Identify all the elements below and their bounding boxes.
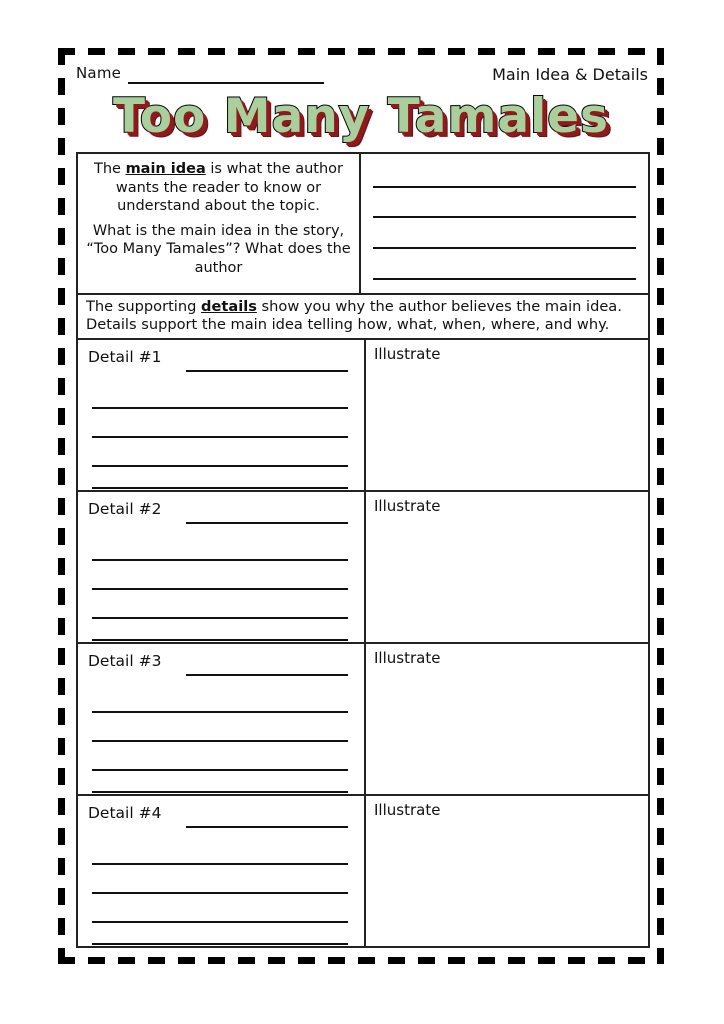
page-border-right	[657, 48, 664, 964]
detail-row	[76, 340, 650, 492]
detail-write-line[interactable]	[92, 791, 348, 793]
detail-title-line[interactable]	[186, 370, 348, 372]
main-idea-prompt-paragraph-2: What is the main idea in the story, “Too Many Tamales”? What does the author	[86, 222, 351, 276]
detail-row	[76, 644, 650, 796]
detail-row	[76, 492, 650, 644]
detail-label: Detail #3	[88, 652, 162, 671]
illustrate-label: Illustrate	[374, 345, 441, 364]
detail-write-line[interactable]	[92, 943, 348, 945]
worksheet-header	[76, 62, 648, 88]
illustrate-box[interactable]	[366, 644, 650, 796]
detail-title-line[interactable]	[186, 674, 348, 676]
detail-write-line[interactable]	[92, 487, 348, 489]
detail-label: Detail #1	[88, 348, 162, 367]
illustrate-box[interactable]	[366, 340, 650, 492]
answer-write-line[interactable]	[373, 216, 636, 218]
detail-title-line[interactable]	[186, 826, 348, 828]
name-input-line[interactable]	[128, 82, 324, 84]
detail-write-line[interactable]	[92, 559, 348, 561]
detail-write-line[interactable]	[92, 465, 348, 467]
answer-write-line[interactable]	[373, 247, 636, 249]
page-title: Too Many Tamales	[112, 89, 610, 144]
detail-write-line[interactable]	[92, 588, 348, 590]
answer-write-line[interactable]	[373, 186, 636, 188]
main-idea-row	[76, 152, 650, 295]
detail-entry-box[interactable]	[76, 796, 366, 948]
details-banner-pre: The supporting	[86, 298, 202, 315]
detail-write-line[interactable]	[92, 711, 348, 713]
illustrate-box[interactable]	[366, 796, 650, 948]
detail-write-line[interactable]	[92, 639, 348, 641]
detail-label: Detail #4	[88, 804, 162, 823]
detail-entry-box[interactable]	[76, 340, 366, 492]
main-idea-prompt-paragraph-1	[86, 160, 351, 216]
detail-write-line[interactable]	[92, 407, 348, 409]
detail-title-line[interactable]	[186, 522, 348, 524]
detail-write-line[interactable]	[92, 863, 348, 865]
detail-write-line[interactable]	[92, 892, 348, 894]
main-idea-prompt-1-pre: The	[93, 161, 126, 177]
answer-write-line[interactable]	[373, 278, 636, 280]
name-label: Name	[76, 64, 122, 82]
supporting-details-banner	[76, 295, 650, 340]
worksheet-page	[58, 48, 664, 964]
main-idea-answer-box[interactable]	[361, 152, 650, 295]
page-border-bottom	[58, 957, 664, 964]
main-idea-prompt	[76, 152, 361, 295]
illustrate-box[interactable]	[366, 492, 650, 644]
detail-write-line[interactable]	[92, 769, 348, 771]
detail-write-line[interactable]	[92, 617, 348, 619]
detail-entry-box[interactable]	[76, 492, 366, 644]
page-border-top	[58, 48, 664, 55]
detail-write-line[interactable]	[92, 740, 348, 742]
main-idea-keyword: main idea	[125, 161, 206, 177]
details-keyword: details	[201, 298, 257, 315]
detail-write-line[interactable]	[92, 436, 348, 438]
illustrate-label: Illustrate	[374, 497, 441, 516]
detail-label: Detail #2	[88, 500, 162, 519]
illustrate-label: Illustrate	[374, 801, 441, 820]
main-idea-prompt-1-post: is what the author wants the reader to know or understand about the topic.	[115, 161, 343, 215]
detail-write-line[interactable]	[92, 921, 348, 923]
detail-entry-box[interactable]	[76, 644, 366, 796]
illustrate-label: Illustrate	[374, 649, 441, 668]
details-banner-post: show you why the author believes the main idea. Details support the main idea telling how, what, when, where, and why.	[86, 298, 622, 334]
detail-row	[76, 796, 650, 948]
title-area	[58, 89, 664, 148]
page-border-left	[58, 48, 65, 964]
worksheet-content	[76, 152, 650, 948]
topic-heading: Main Idea & Details	[492, 65, 648, 84]
